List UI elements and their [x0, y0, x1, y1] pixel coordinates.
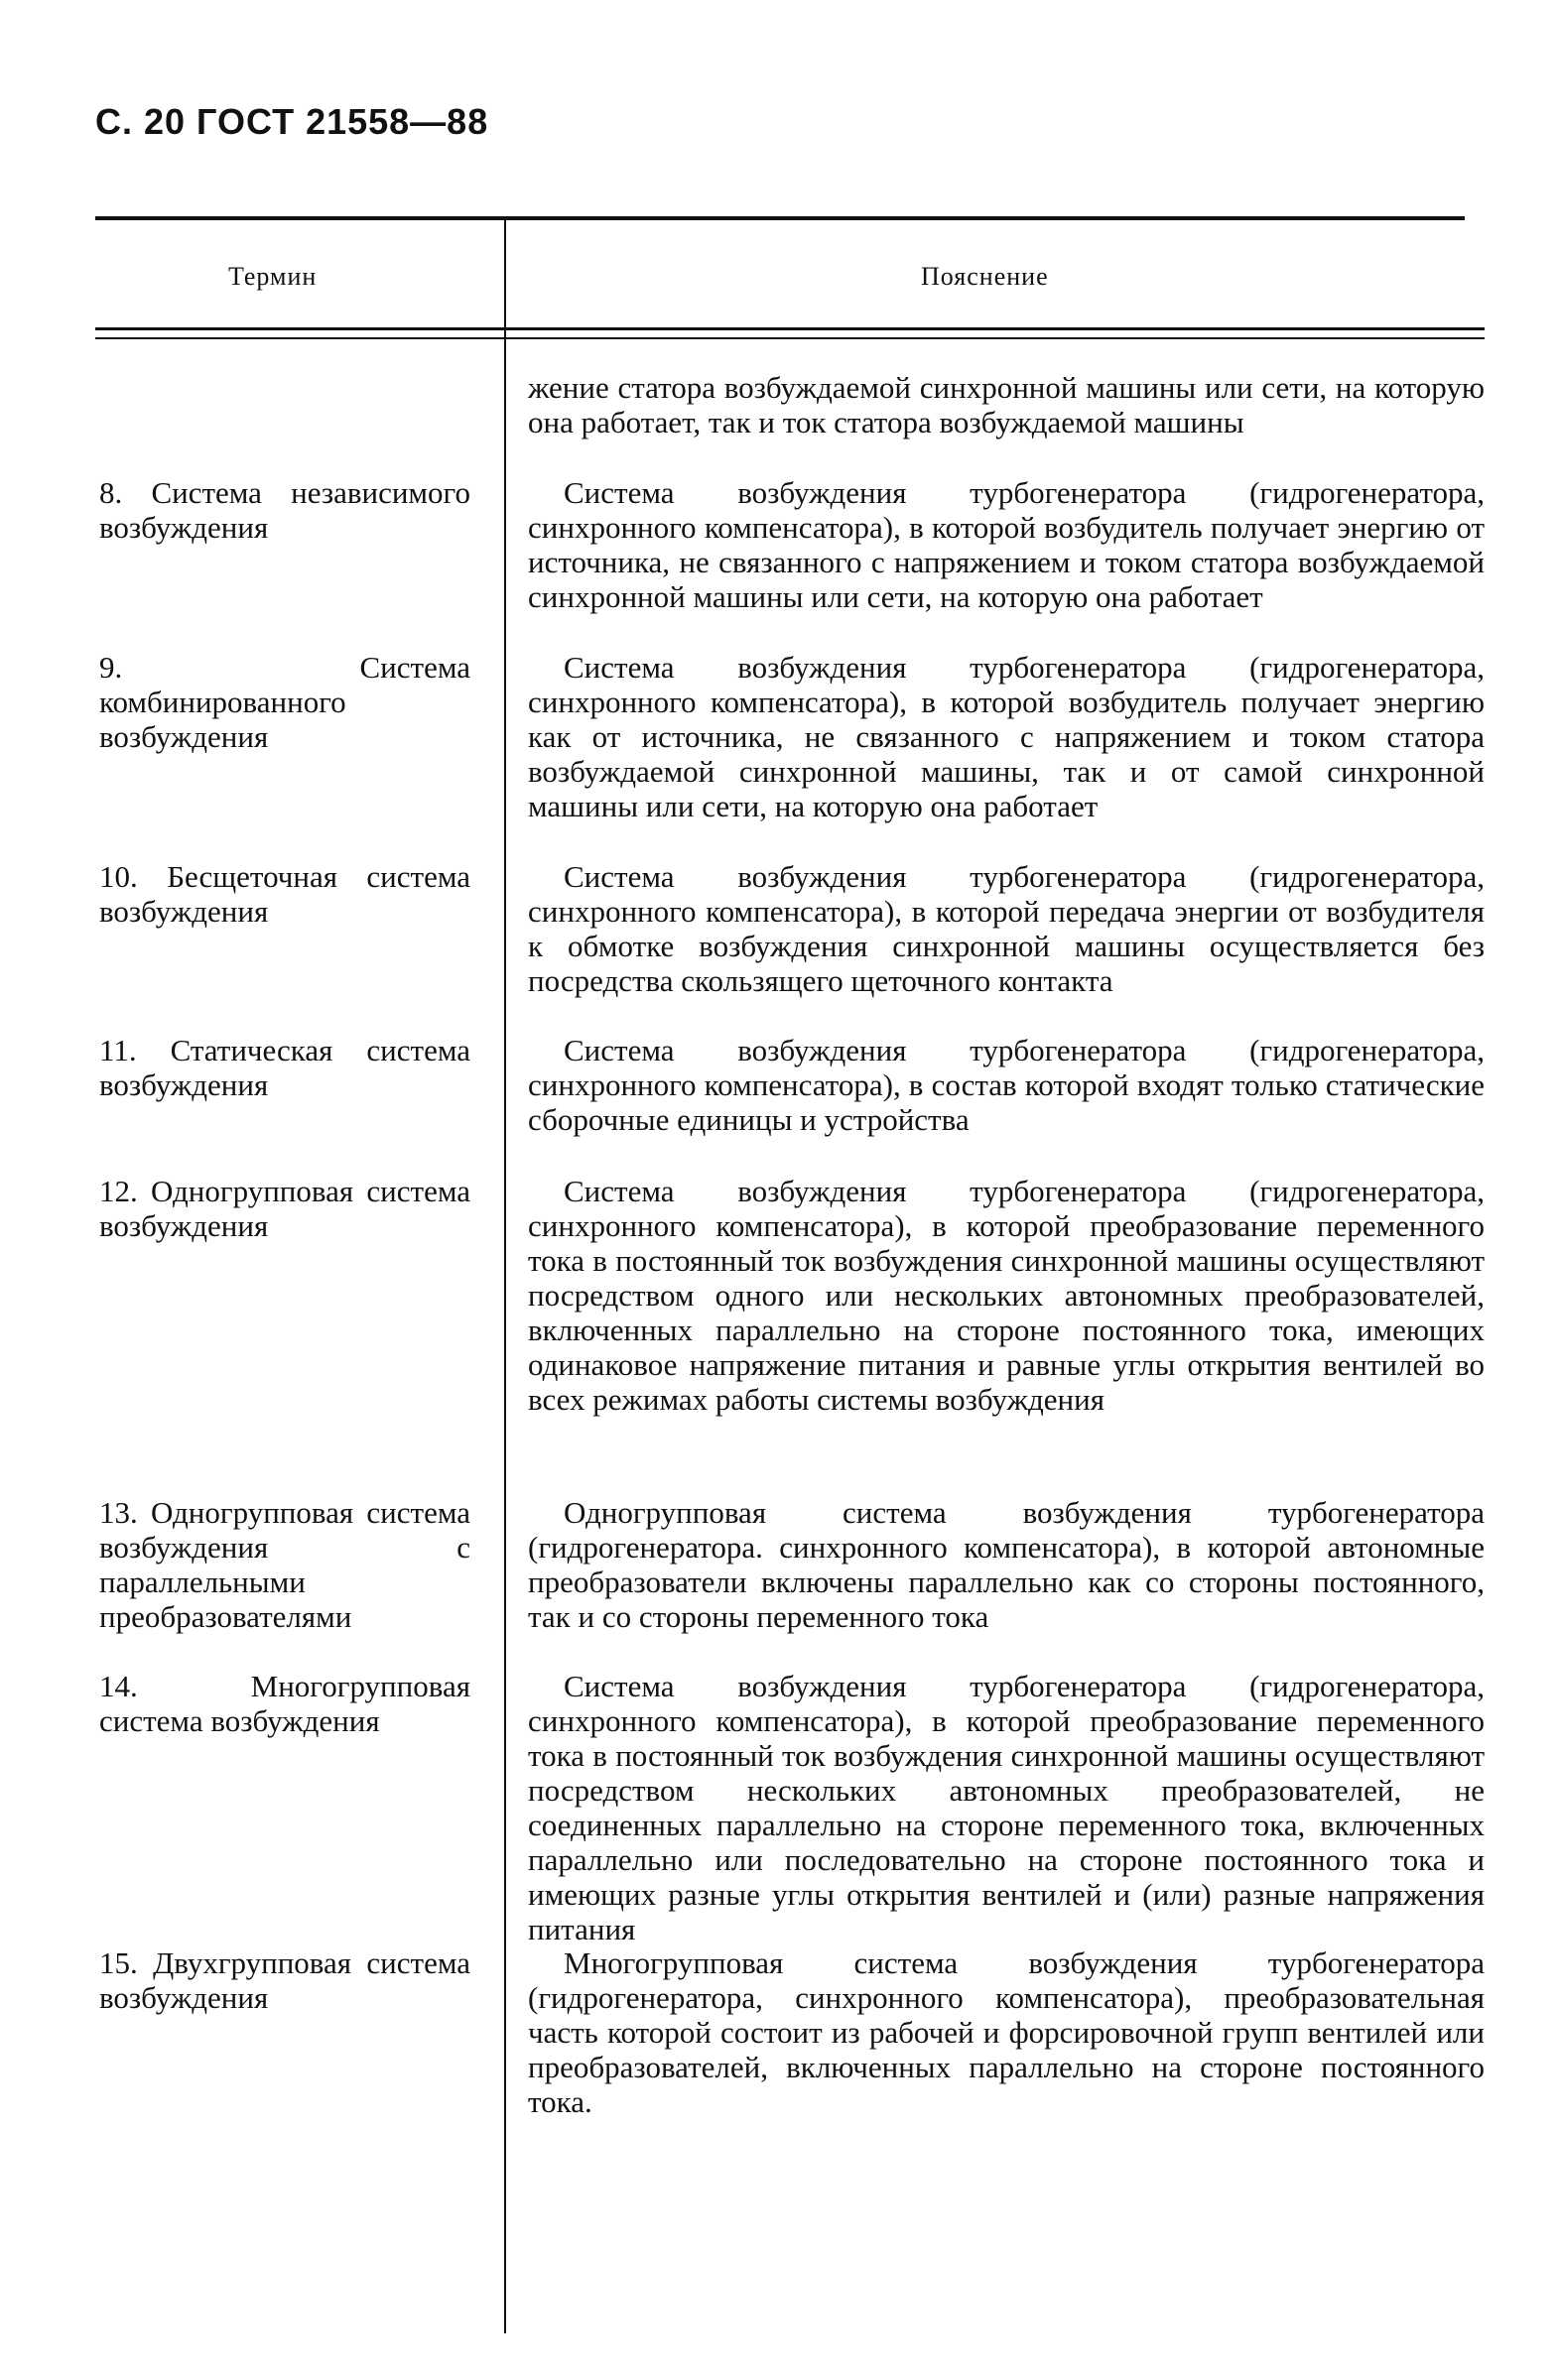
- term-13: 13. Одногрупповая система возбуждения с параллельными преобразователями: [99, 1495, 470, 1634]
- explanation-9: Система возбуждения турбогенератора (гидрогенератора, синхронного компенсатора), в которой возбудитель получает энергию как от источника, не связанного с напряжением и током статора возбуждаемой синхронной машины, так и от самой синхронной машины или сети, на которую она работает: [528, 650, 1485, 823]
- explanation-14: Система возбуждения турбогенератора (гидрогенератора, синхронного компенсатора), в которой преобразование переменного тока в постоянный ток возбуждения синхронной машины осуществляют посредством нескольких автономных преобразователей, не соединенных параллельно на стороне переменного тока, включенных параллельно или последовательно на стороне постоянного тока и имеющих разные углы открытия вентилей и (или) разные напряжения питания: [528, 1669, 1485, 1946]
- column-header-term: Термин: [228, 262, 318, 291]
- explanation-12: Система возбуждения турбогенератора (гидрогенератора, синхронного компенсатора), в которой преобразование переменного тока в постоянный ток возбуждения синхронной машины осуществляют посредством одного или нескольких автономных преобразователей, включенных параллельно на стороне постоянного тока, имеющих одинаковое напряжение питания и равные углы открытия вентилей во всех режимах работы системы возбуждения: [528, 1174, 1485, 1417]
- term-10: 10. Бесщеточная система возбуждения: [99, 859, 470, 929]
- column-divider: [504, 220, 506, 2333]
- table-top-rule: [95, 216, 1465, 220]
- explanation-10: Система возбуждения турбогенератора (гидрогенератора, синхронного компенсатора), в которой передача энергии от возбудителя к обмотке возбуждения синхронной машины осуществляется без посредства скользящего щеточного контакта: [528, 859, 1485, 998]
- explanation-11: Система возбуждения турбогенератора (гидрогенератора, синхронного компенсатора), в состав которой входят только статические сборочные единицы и устройства: [528, 1033, 1485, 1137]
- explanation-15: Многогрупповая система возбуждения турбогенератора (гидрогенератора, синхронного компенсатора), преобразовательная часть которой состоит из рабочей и форсировочной групп вентилей или преобразователей, включенных параллельно на стороне постоянного тока.: [528, 1945, 1485, 2119]
- table-header-rule: [95, 327, 1485, 330]
- explanation-13: Одногрупповая система возбуждения турбогенератора (гидрогенератора. синхронного компенсатора), в которой автономные преобразователи включены параллельно как со стороны постоянного, так и со стороны переменного тока: [528, 1495, 1485, 1634]
- term-14: 14. Многогрупповая система возбуждения: [99, 1669, 470, 1738]
- table-header-rule-double: [95, 337, 1485, 339]
- explanation-8: Система возбуждения турбогенератора (гидрогенератора, синхронного компенсатора), в которой возбудитель получает энергию от источника, не связанного с напряжением и током статора возбуждаемой синхронной машины или сети, на которую она работает: [528, 475, 1485, 614]
- column-header-explanation: Пояснение: [921, 262, 1049, 291]
- explanation-continuation: жение статора возбуждаемой синхронной машины или сети, на которую она работает, так и ток статора возбуждаемой машины: [528, 370, 1485, 439]
- term-12: 12. Одногрупповая система возбуждения: [99, 1174, 470, 1243]
- term-8: 8. Система независимого возбуждения: [99, 475, 470, 545]
- term-15: 15. Двухгрупповая система возбуждения: [99, 1945, 470, 2015]
- page-header: С. 20 ГОСТ 21558—88: [95, 101, 489, 142]
- term-11: 11. Статическая система возбуждения: [99, 1033, 470, 1102]
- term-9: 9. Система комбинированного возбуждения: [99, 650, 470, 754]
